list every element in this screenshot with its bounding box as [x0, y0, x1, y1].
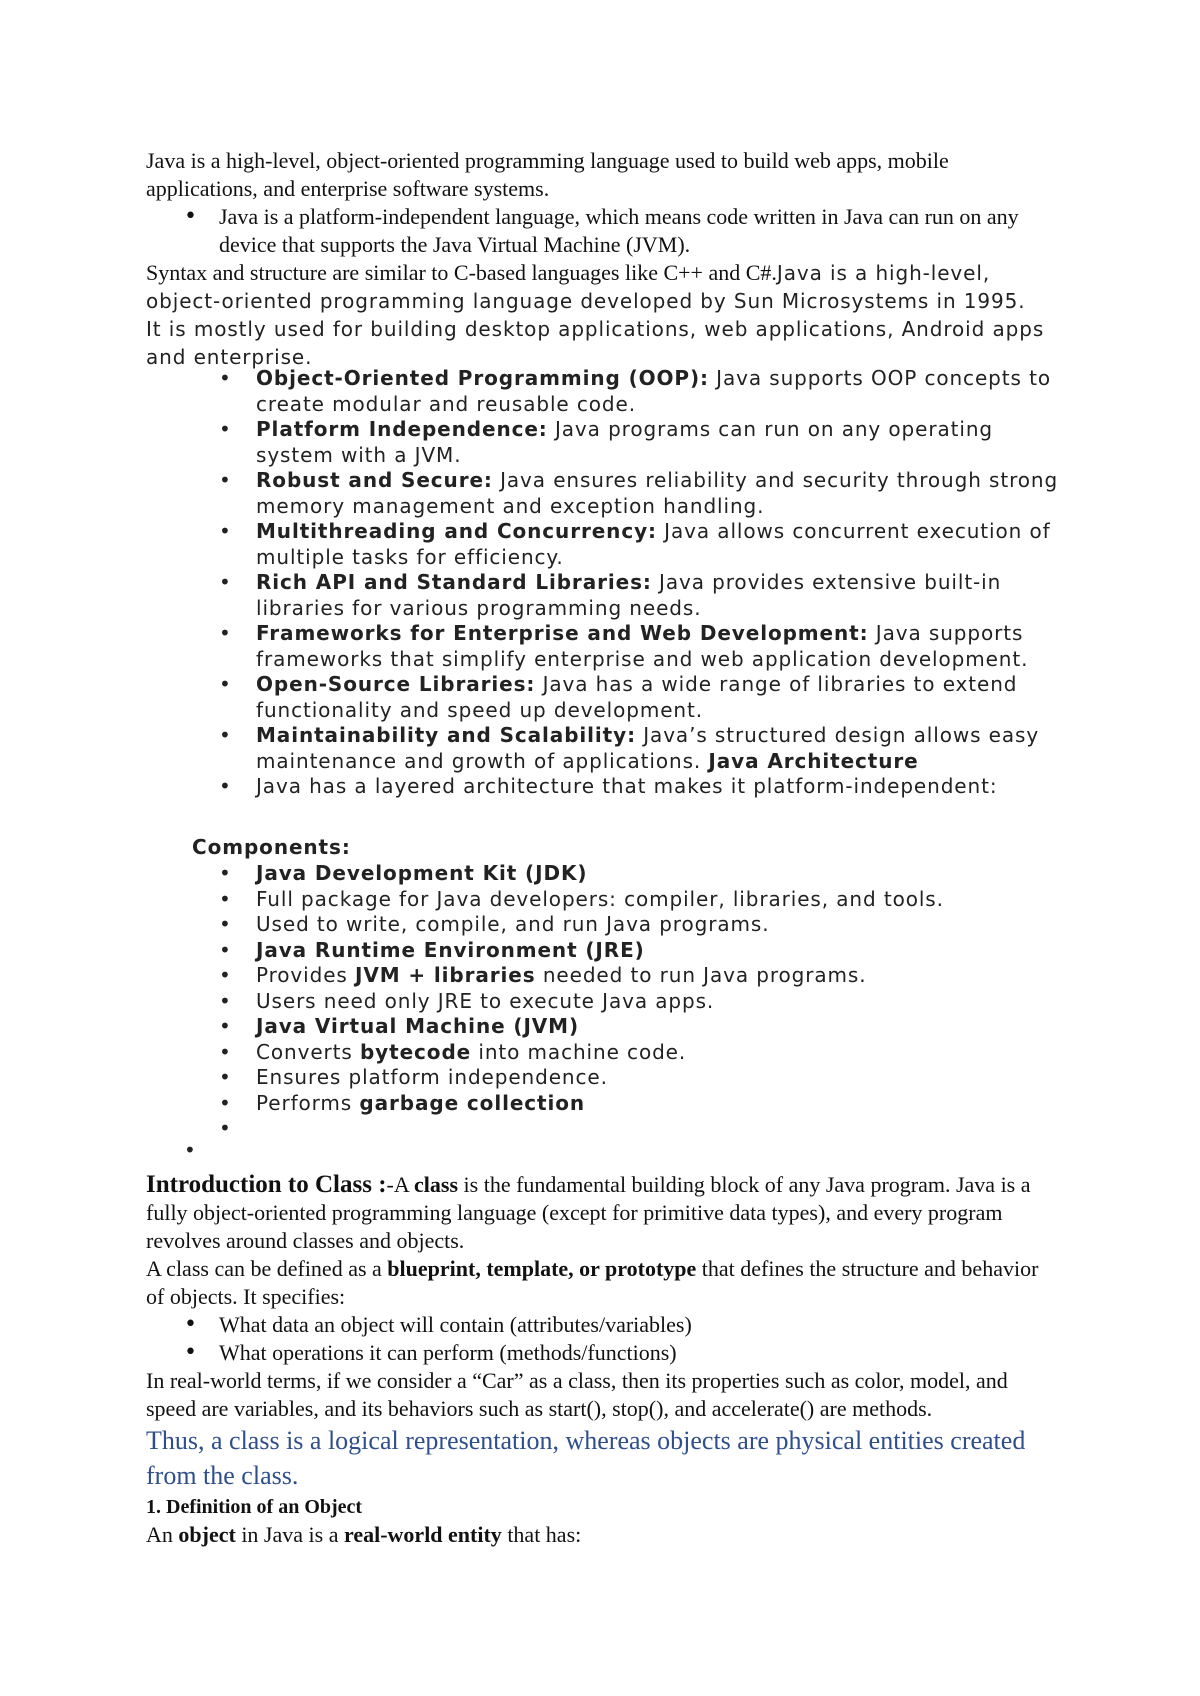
jdk-title: Java Development Kit (JDK): [256, 861, 588, 885]
feature-title: Robust and Secure:: [256, 468, 493, 492]
text: into machine code.: [471, 1039, 687, 1064]
text: that defines the structure and behavior of objects. It specifies:: [146, 1256, 1039, 1309]
feature-item: • Java has a layered architecture that makes it platform-independent:: [146, 774, 1076, 800]
object-heading: [146, 1493, 1056, 1521]
text: Converts: [256, 1039, 360, 1064]
feature-item: [146, 621, 1076, 672]
component-title: [146, 861, 1076, 887]
list-item: • What data an object will contain (attributes/variables): [146, 1311, 1056, 1339]
components-heading: [192, 835, 351, 861]
text: Provides: [256, 963, 355, 987]
feature-text: Java has a wide range of libraries to extend functionality and speed up development.: [256, 672, 1018, 722]
feature-title: Maintainability and Scalability:: [256, 723, 636, 747]
text: is the fundamental building block of any Java program. Java is a fully object-oriented programming language (except for primitive data types), and every program revolves around classes and objects.: [146, 1172, 1031, 1253]
features-list: [146, 366, 1076, 800]
intro-paragraph: Java is a high-level, object-oriented programming language used to build web apps, mobile applications, and enterprise software systems.: [146, 148, 949, 201]
bold-text: bytecode: [359, 1039, 472, 1064]
jre-title: Java Runtime Environment (JRE): [256, 937, 645, 962]
bold-text: garbage collection: [359, 1090, 586, 1115]
list-item: • Users need only JRE to execute Java apps.: [146, 989, 1076, 1015]
feature-item: [146, 366, 1076, 417]
bold-text: class: [414, 1172, 459, 1197]
feature-item: [146, 672, 1076, 723]
class-definition-paragraph: [146, 1255, 1056, 1311]
empty-list: [146, 1138, 546, 1164]
feature-text: Java supports frameworks that simplify enterprise and web application development.: [256, 621, 1029, 671]
list-item: [146, 1040, 1076, 1066]
feature-text: Java supports OOP concepts to create modular and reusable code.: [256, 366, 1051, 416]
list-item: • Full package for Java developers: compiler, libraries, and tools.: [146, 887, 1076, 913]
feature-title: Platform Independence:: [256, 417, 548, 441]
syntax-sans-text: Java is a high-level, object-oriented programming language developed by Sun Microsystems in 1995. It is mostly used for building desktop applications, web applications, Android apps and enterprise.: [146, 261, 1045, 369]
jvm-title: Java Virtual Machine (JVM): [256, 1014, 580, 1038]
feature-title: Open-Source Libraries:: [256, 672, 536, 696]
text: in Java is a: [235, 1522, 344, 1547]
feature-text: Java ensures reliability and security through strong memory management and exception handling.: [256, 468, 1059, 518]
class-heading: Introduction to Class :: [146, 1171, 387, 1198]
list-item: • Ensures platform independence.: [146, 1065, 1076, 1091]
feature-item: [146, 519, 1076, 570]
text: that has:: [501, 1522, 582, 1547]
text: Performs: [256, 1090, 360, 1115]
feature-item: [146, 570, 1076, 621]
text: needed to run Java programs.: [535, 963, 867, 987]
bold-text: blueprint, template, or prototype: [387, 1256, 697, 1281]
intro-block: [146, 147, 1046, 371]
syntax-paragraph: [146, 259, 1046, 371]
real-world-paragraph: In real-world terms, if we consider a “Car” as a class, then its properties such as color, model, and speed are variables, and its behaviors such as start(), stop(), and accelerate() are methods.: [146, 1368, 1008, 1421]
object-paragraph: [146, 1521, 1056, 1549]
bold-text: JVM + libraries: [355, 963, 536, 987]
list-item: [146, 963, 1076, 989]
empty-list-item: [146, 1138, 546, 1164]
list-item: • Java is a platform-independent language, which means code written in Java can run on any device that supports the Java Virtual Machine (JVM).: [146, 203, 1046, 259]
class-section: [146, 1171, 1056, 1549]
intro-list: [146, 203, 1046, 259]
architecture-heading: Java Architecture: [708, 748, 919, 773]
feature-title: Rich API and Standard Libraries:: [256, 570, 652, 594]
object-heading-text: 1. Definition of an Object: [146, 1496, 363, 1518]
feature-item: [146, 723, 1076, 774]
feature-item: [146, 468, 1076, 519]
list-item: • Used to write, compile, and run Java programs.: [146, 912, 1076, 938]
class-spec-list: [146, 1311, 1056, 1367]
text: A class can be defined as a: [146, 1256, 388, 1281]
feature-text: Java programs can run on any operating system with a JVM.: [256, 417, 994, 467]
bold-text: real-world entity: [343, 1522, 502, 1547]
highlight-paragraph: Thus, a class is a logical representation, whereas objects are physical entities created from the class.: [146, 1426, 1026, 1490]
feature-title: Frameworks for Enterprise and Web Development:: [256, 621, 869, 645]
list-item: • What operations it can perform (methods/functions): [146, 1339, 1056, 1367]
feature-text: Java provides extensive built-in libraries for various programming needs.: [256, 570, 1002, 620]
component-title: [146, 938, 1076, 964]
feature-text: Java allows concurrent execution of multiple tasks for efficiency.: [256, 519, 1051, 569]
class-intro-paragraph: [146, 1171, 1056, 1255]
text: An: [146, 1522, 179, 1547]
bold-text: object: [178, 1522, 236, 1547]
feature-item: [146, 417, 1076, 468]
components-list: [146, 861, 1076, 1142]
text: -A: [386, 1172, 415, 1197]
feature-title: Multithreading and Concurrency:: [256, 519, 657, 543]
component-title: [146, 1014, 1076, 1040]
feature-title: Object-Oriented Programming (OOP):: [256, 366, 709, 390]
list-item: [146, 1091, 1076, 1117]
syntax-serif-text: Syntax and structure are similar to C-based languages like C++ and C#.: [146, 260, 777, 285]
components-heading-text: Components:: [192, 835, 351, 859]
feature-text: Java’s structured design allows easy maintenance and growth of applications.: [256, 723, 1040, 773]
